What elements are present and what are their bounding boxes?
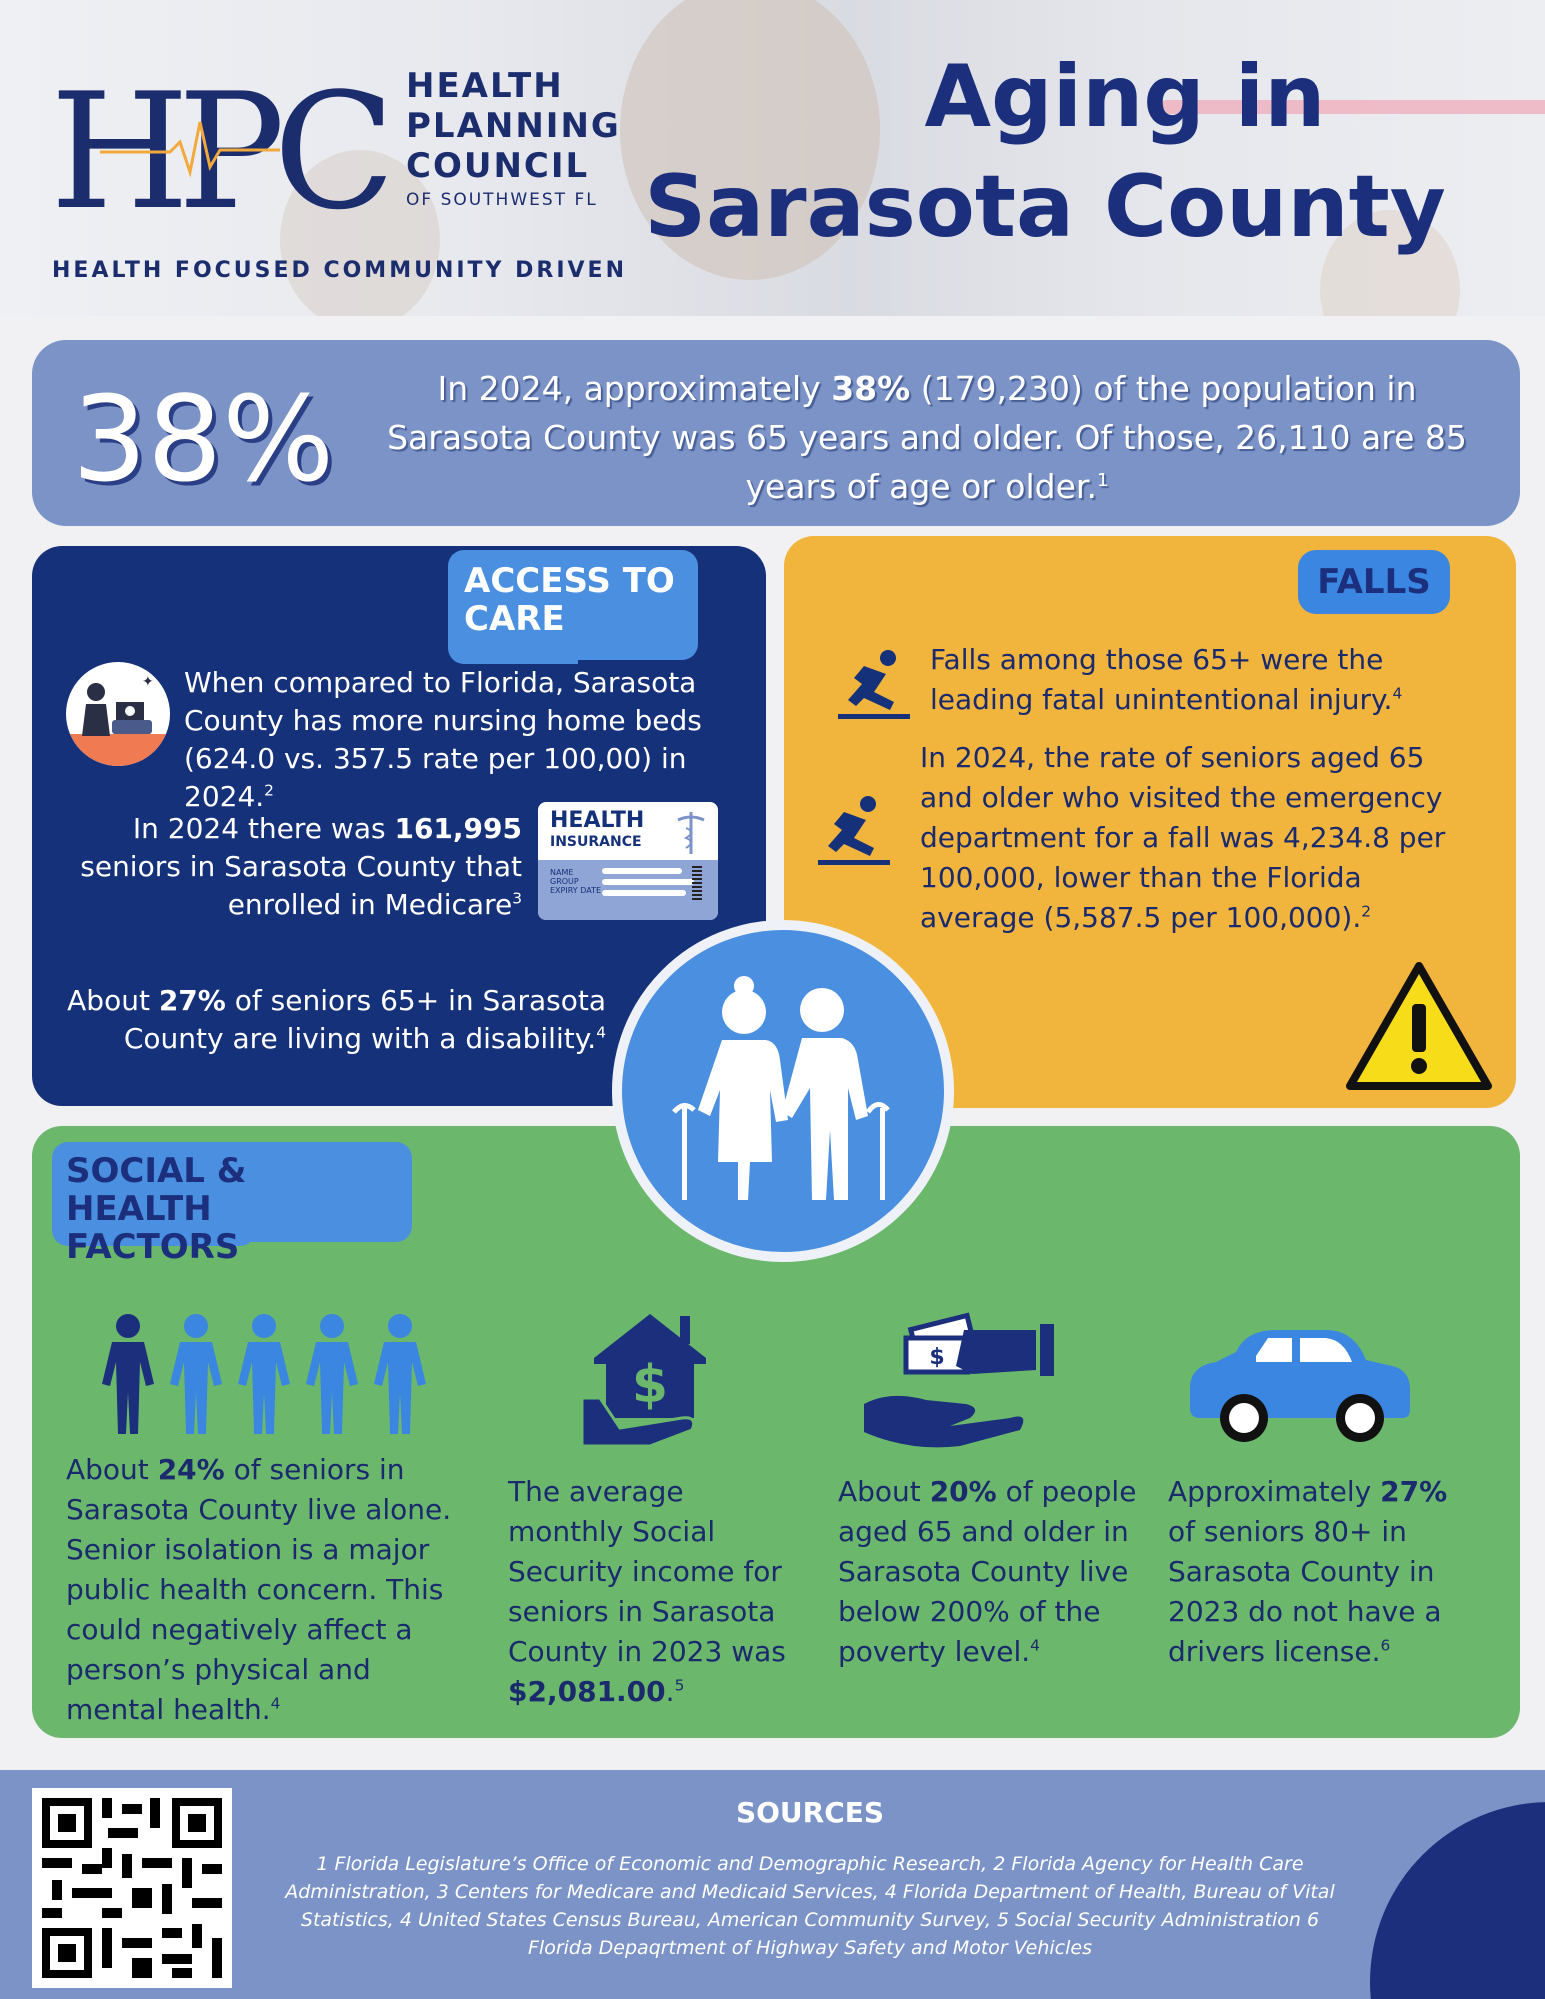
access-to-care-label: ACCESS TO CARE <box>448 550 698 660</box>
sources-text: 1 Florida Legislature’s Office of Economic and Demographic Research, 2 Florida Agency for Health Care Administration, 3 Centers for Medicare and Medicaid Services, 4 Florida Department of Health, Bureau of Vital Statistics, 4 United States Census Bureau, American Community Survey, 5 Social Security Administration 6 Florida Depaqrtment of Highway Safety and Motor Vehicles <box>285 1853 1335 1959</box>
title-line-1: Aging in <box>924 47 1326 147</box>
poverty-text: About 20% of people aged 65 and older in Sarasota County live below 200% of the poverty level.$^4$ <box>838 1475 1137 1668</box>
disability-text: About 27% of seniors 65+ in Sarasota County are living with a disability.$^4$ <box>67 984 606 1055</box>
title-line-2: Sarasota County <box>644 157 1446 257</box>
falls-er-visits-text: In 2024, the rate of seniors aged 65 and older who visited the emergency department for a fall was 4,234.8 per 100,000, lower than the Florida average (5,587.5 per 100,000).$^2$ <box>920 741 1446 934</box>
sources-footer <box>0 1770 1545 1999</box>
population-stat-banner <box>32 340 1520 526</box>
sources-title: SOURCES <box>735 1796 885 1829</box>
logo-line-3: COUNCIL <box>406 146 590 186</box>
elderly-couple-icon <box>612 920 954 1262</box>
page-title <box>595 42 1495 262</box>
medicare-text: In 2024 there was 161,995 seniors in Sarasota County that enrolled in Medicare$^3$ <box>80 812 522 921</box>
logo-line-1: HEALTH <box>406 66 564 106</box>
svg-text:$: $ <box>929 1345 945 1370</box>
falling-person-icon <box>814 790 894 870</box>
people-group-icon <box>96 1312 436 1436</box>
warning-icon <box>1344 960 1494 1094</box>
falls-fatal-text: Falls among those 65+ were the leading fatal unintentional injury.$^4$ <box>930 643 1403 716</box>
svg-text:HPC: HPC <box>50 72 384 222</box>
nursing-home-icon <box>66 662 170 766</box>
tagline: HEALTH FOCUSED COMMUNITY DRIVEN <box>52 258 628 283</box>
falling-person-icon <box>834 644 914 724</box>
social-health-label: SOCIAL & HEALTH FACTORS <box>52 1142 412 1242</box>
population-stat-text: In 2024, approximately 38% (179,230) of the population in Sarasota County was 65 years and older. Of those, 26,110 are 85 years of age or older.$^1$ <box>387 369 1467 506</box>
svg-text:$: $ <box>631 1355 669 1415</box>
logo-wordmark <box>406 66 621 210</box>
car-icon <box>1186 1326 1416 1456</box>
live-alone-text: About 24% of seniors in Sarasota County live alone. Senior isolation is a major public health concern. This could negatively affect a person’s physical and mental health.$^4$ <box>66 1453 452 1726</box>
social-security-text: The average monthly Social Security income for seniors in Sarasota County in 2023 was $2,081.00.$^5$ <box>508 1475 786 1708</box>
money-hand-icon <box>860 1294 1070 1452</box>
health-insurance-card-icon: HEALTH INSURANCE NAME GROUP EXPIRY DATE <box>538 802 718 920</box>
logo-line-4: OF SOUTHWEST FL <box>406 190 598 210</box>
nursing-home-text: When compared to Florida, Sarasota County has more nursing home beds (624.0 vs. 357.5 rate per 100,00) in 2024.$^2$ <box>184 666 702 813</box>
qr-code-icon[interactable] <box>32 1788 232 1988</box>
house-dollar-icon <box>580 1306 720 1452</box>
big-stat: 38% <box>72 370 335 508</box>
hpc-logo-icon <box>50 72 390 222</box>
drivers-license-text: Approximately 27% of seniors 80+ in Sarasota County in 2023 do not have a drivers license.$^6$ <box>1168 1475 1448 1668</box>
falls-label: FALLS <box>1298 550 1450 614</box>
logo-line-2: PLANNING <box>406 106 621 146</box>
svg-text:✦: ✦ <box>142 674 154 690</box>
header <box>0 0 1545 316</box>
